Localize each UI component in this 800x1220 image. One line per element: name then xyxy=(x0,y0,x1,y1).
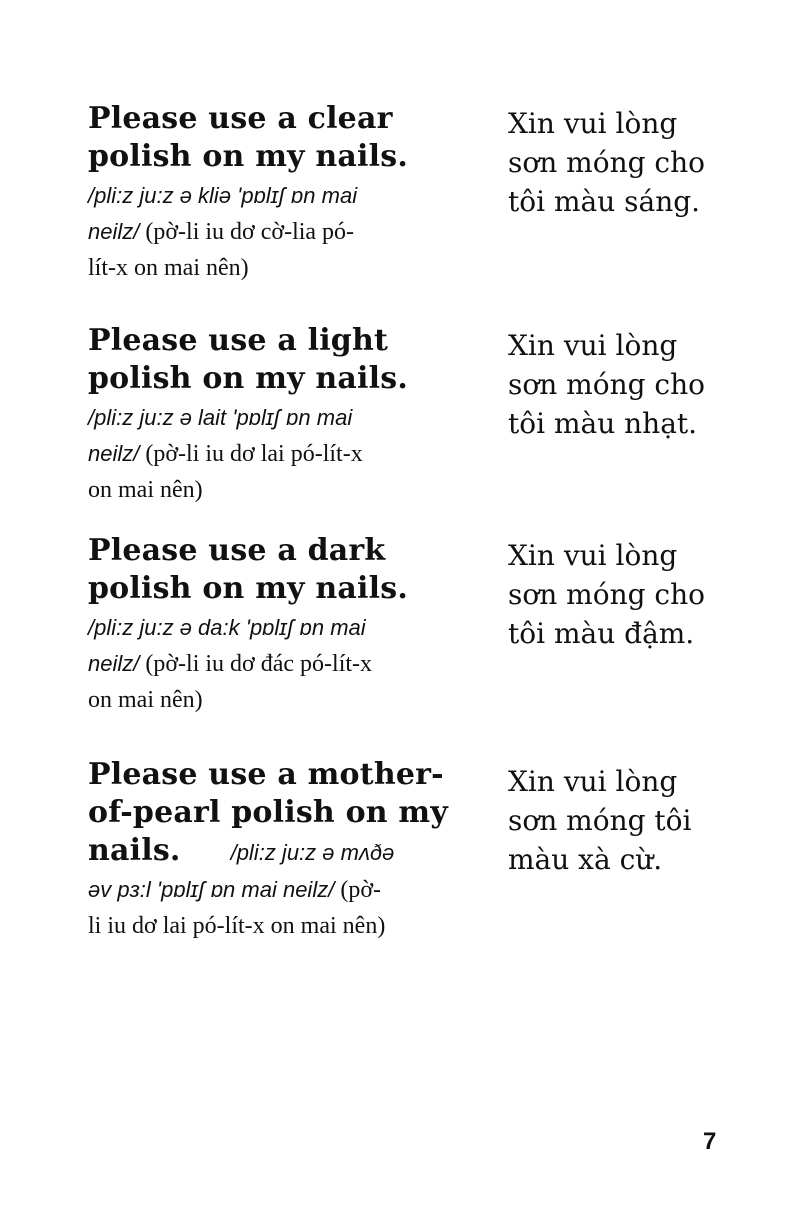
english-phrase-line: polish on my nails. xyxy=(88,571,408,606)
pronunciation xyxy=(88,400,460,508)
vietnamese-pronunciation-guide: on mai nên) xyxy=(88,687,203,713)
vietnamese-translation xyxy=(508,104,778,221)
vietnamese-translation xyxy=(508,762,778,879)
ipa-transcription: /pli:z ju:z ə mʌðə xyxy=(230,840,395,865)
vietnamese-translation xyxy=(508,326,778,443)
english-phrase-line: polish on my nails. xyxy=(88,361,408,396)
english-phrase xyxy=(88,532,460,608)
english-phrase-line: Please use a dark xyxy=(88,533,386,568)
vietnamese-line: Xin vui lòng xyxy=(508,329,678,362)
vietnamese-line: sơn móng cho xyxy=(508,368,705,401)
vietnamese-pronunciation-guide: (pờ- xyxy=(334,877,382,903)
vietnamese-line: sơn móng cho xyxy=(508,146,705,179)
ipa-transcription: neilz/ xyxy=(88,219,140,244)
pronunciation xyxy=(88,178,460,286)
english-phrase xyxy=(88,100,460,176)
ipa-transcription: neilz/ xyxy=(88,441,140,466)
vietnamese-translation xyxy=(508,536,778,653)
english-column xyxy=(88,100,460,286)
english-phrase xyxy=(88,756,460,872)
english-phrase-line xyxy=(88,832,460,872)
ipa-transcription: neilz/ xyxy=(88,651,140,676)
vietnamese-pronunciation-guide: lít-x on mai nên) xyxy=(88,255,249,281)
ipa-transcription: əv pɜ:l 'pɒlɪʃ ɒn mai neilz/ xyxy=(88,877,335,902)
vietnamese-line: màu xà cừ. xyxy=(508,843,663,876)
english-phrase-line: Please use a clear xyxy=(88,101,393,136)
english-column xyxy=(88,322,460,508)
vietnamese-pronunciation-guide: li iu dơ lai pó-lít-x on mai nên) xyxy=(88,913,386,939)
vietnamese-line: Xin vui lòng xyxy=(508,539,678,572)
english-phrase-line: of-pearl polish on my xyxy=(88,795,449,830)
vietnamese-line: tôi màu sáng. xyxy=(508,185,701,218)
pronunciation xyxy=(88,872,460,944)
pronunciation xyxy=(88,610,460,718)
english-phrase-word: nails. xyxy=(88,833,181,868)
vietnamese-line: sơn móng cho xyxy=(508,578,705,611)
english-column xyxy=(88,756,460,944)
page-number: 7 xyxy=(703,1128,717,1155)
vietnamese-line: sơn móng tôi xyxy=(508,804,692,837)
ipa-transcription: /pli:z ju:z ə lait 'pɒlɪʃ ɒn mai xyxy=(88,405,353,430)
ipa-transcription: /pli:z ju:z ə da:k 'pɒlɪʃ ɒn mai xyxy=(88,615,366,640)
vietnamese-pronunciation-guide: (pờ-li iu dơ cờ-lia pó- xyxy=(139,219,355,245)
english-phrase-line: polish on my nails. xyxy=(88,139,408,174)
ipa-transcription: /pli:z ju:z ə kliə 'pɒlɪʃ ɒn mai xyxy=(88,183,358,208)
vietnamese-line: tôi màu đậm. xyxy=(508,617,695,650)
vietnamese-pronunciation-guide: (pờ-li iu dơ đác pó-lít-x xyxy=(139,651,373,677)
english-phrase-line: Please use a mother- xyxy=(88,757,444,792)
english-column xyxy=(88,532,460,718)
vietnamese-line: Xin vui lòng xyxy=(508,107,678,140)
english-phrase xyxy=(88,322,460,398)
vietnamese-line: Xin vui lòng xyxy=(508,765,678,798)
vietnamese-line: tôi màu nhạt. xyxy=(508,407,698,440)
english-phrase-line: Please use a light xyxy=(88,323,389,358)
vietnamese-pronunciation-guide: (pờ-li iu dơ lai pó-lít-x xyxy=(139,441,363,467)
vietnamese-pronunciation-guide: on mai nên) xyxy=(88,477,203,503)
